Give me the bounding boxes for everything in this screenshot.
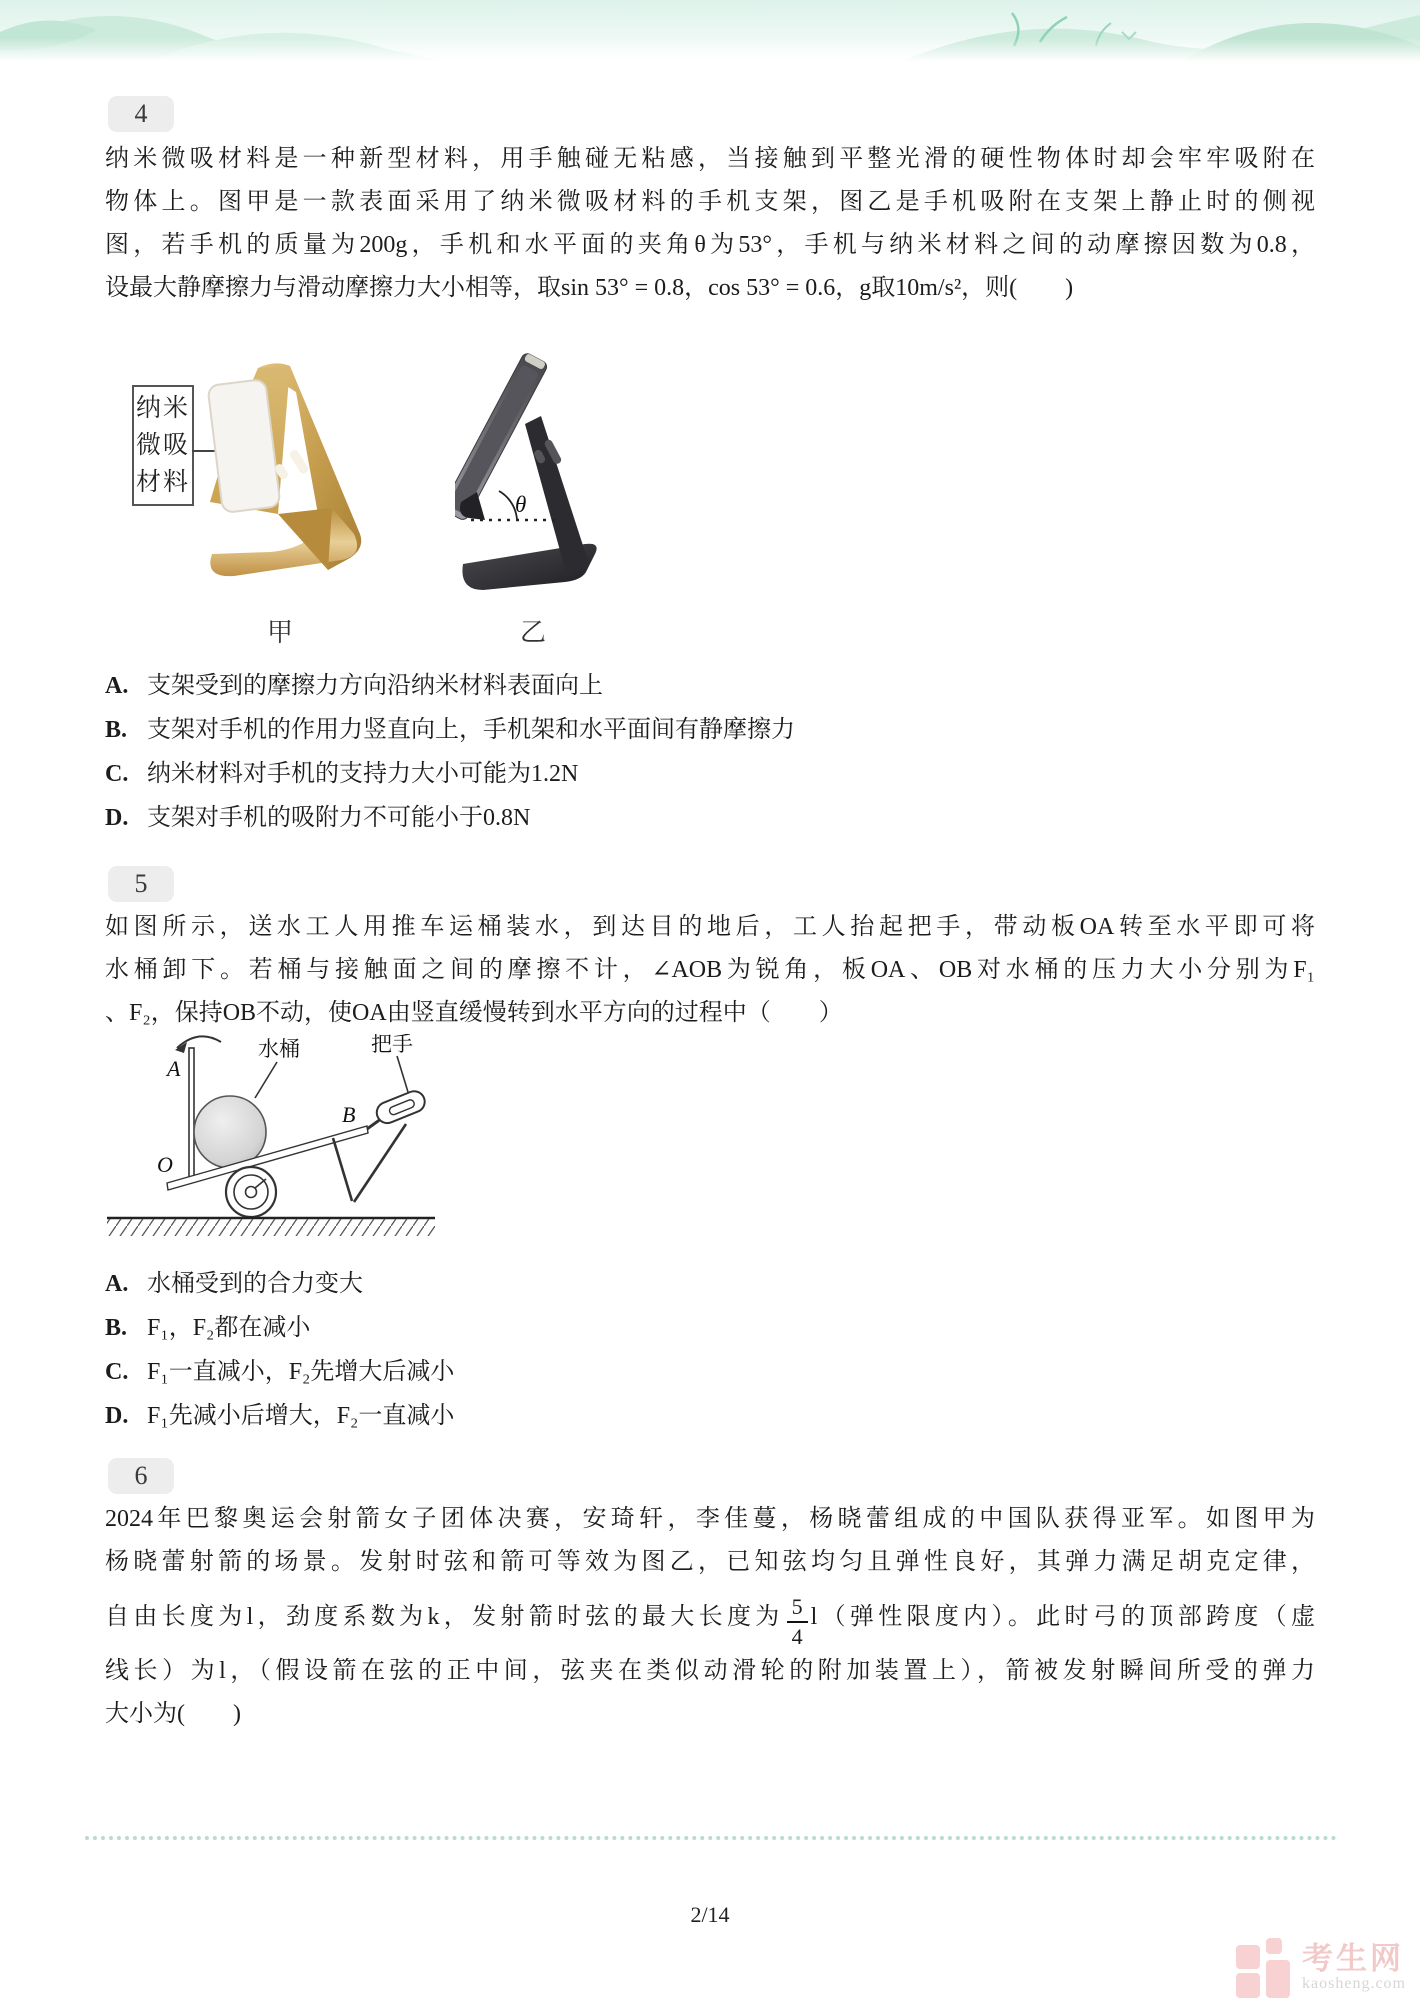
nano-label-line1: 纳米	[135, 395, 190, 422]
kaosheng-logo-icon	[1236, 1938, 1292, 1998]
question-5-number: 5	[134, 869, 148, 898]
option-row-d	[105, 796, 1315, 840]
question-6-line-2: 杨晓蕾射箭的场景。发射时弦和箭可等效为图乙，已知弦均匀且弹性良好，其弹力满足胡克定律，	[105, 1549, 1315, 1575]
option-text: 水桶受到的合力变大	[147, 1271, 363, 1297]
question-5-line-3: 、F₂，保持OB不动，使OA由竖直缓慢转到水平方向的过程中（ ）	[105, 1000, 843, 1026]
question-6-number: 6	[134, 1461, 148, 1490]
option-text: 支架受到的摩擦力方向沿纳米材料表面向上	[147, 673, 603, 699]
question-4-figure	[105, 312, 755, 657]
kaosheng-logo-text	[1302, 1943, 1406, 1993]
wheel-hub	[246, 1187, 257, 1198]
question-6-number-badge	[108, 1458, 174, 1494]
frac-line-pre: 自由长度为l，劲度系数为k，发射箭时弦的最大长度为	[105, 1604, 784, 1630]
nano-material-label-box	[132, 385, 194, 506]
strut-left	[333, 1138, 352, 1201]
option-text: 支架对手机的作用力竖直向上，手机架和水平面间有静摩擦力	[147, 717, 795, 743]
question-6-line-4: 线长）为l，（假设箭在弦的正中间，弦夹在类似动滑轮的附加装置上），箭被发射瞬间所受的弹力	[105, 1658, 1315, 1684]
option-text: F₁先减小后增大，F₂一直减小	[147, 1403, 455, 1429]
option-key: C.	[105, 1359, 129, 1385]
question-5-options	[105, 1262, 1315, 1438]
fraction-five-fourths	[787, 1596, 808, 1648]
bucket-leader-line	[255, 1062, 277, 1098]
option-row-d	[105, 1394, 1315, 1438]
theta-label: θ	[515, 492, 527, 517]
question-4-line-3: 图，若手机的质量为200g，手机和水平面的夹角θ为53°，手机与纳米材料之间的动摩擦因数为0.8，	[105, 232, 1315, 258]
question-6-line-3	[105, 1584, 1315, 1650]
fraction-denominator: 4	[791, 1624, 803, 1649]
nano-label-line3: 材料	[135, 469, 190, 496]
figure-caption-yi: 乙	[519, 618, 546, 647]
option-key: A.	[105, 673, 129, 699]
question-4-number: 4	[134, 99, 148, 128]
option-key: C.	[105, 761, 129, 787]
question-5-text	[105, 906, 1315, 1035]
option-text: F₁，F₂都在减小	[147, 1315, 311, 1341]
question-6-text	[105, 1498, 1315, 1736]
label-A: A	[167, 1056, 181, 1081]
page-number: 2/14	[690, 1902, 730, 1927]
nano-label-line2: 微吸	[135, 432, 190, 459]
plate-OA	[189, 1048, 194, 1180]
strut-right	[354, 1124, 406, 1202]
dotted-separator	[85, 1836, 1337, 1840]
option-key: D.	[105, 805, 129, 831]
frac-line-post: l（弹性限度内）。此时弓的顶部跨度（虚	[810, 1604, 1315, 1630]
question-4-number-badge	[108, 96, 174, 132]
question-5-figure	[105, 1034, 445, 1246]
kaosheng-watermark	[1236, 1938, 1406, 1998]
option-row-c	[105, 752, 1315, 796]
option-key: B.	[105, 717, 128, 743]
label-B: B	[342, 1102, 356, 1127]
option-text: 纳米材料对手机的支持力大小可能为1.2N	[147, 761, 579, 787]
figure-caption-jia: 甲	[266, 618, 293, 647]
watermark-domain: kaosheng.com	[1302, 1975, 1406, 1992]
bucket-label: 水桶	[258, 1037, 300, 1061]
option-text: 支架对手机的吸附力不可能小于0.8N	[147, 805, 531, 831]
decorative-banner	[0, 0, 1420, 62]
handle-grip	[374, 1088, 428, 1126]
question-5-line-1: 如图所示，送水工人用推车运桶装水，到达目的地后，工人抬起把手，带动板OA转至水平即可将	[105, 914, 1315, 940]
handle-label: 把手	[371, 1034, 413, 1056]
option-key: A.	[105, 1271, 129, 1297]
question-5-number-badge	[108, 866, 174, 902]
question-4-line-1: 纳米微吸材料是一种新型材料，用手触碰无粘感，当接触到平整光滑的硬性物体时却会牢牢吸附在	[105, 146, 1315, 172]
option-row-b	[105, 1306, 1315, 1350]
question-6-line-1: 2024年巴黎奥运会射箭女子团体决赛，安琦轩，李佳蔓，杨晓蕾组成的中国队获得亚军。如图甲为	[105, 1506, 1315, 1532]
question-4-text	[105, 138, 1315, 310]
question-4-line-4: 设最大静摩擦力与滑动摩擦力大小相等，取sin 53° = 0.8，cos 53° = 0.6，g取10m/s²，则( )	[105, 275, 1074, 301]
option-key: D.	[105, 1403, 129, 1429]
question-4-line-2: 物体上。图甲是一款表面采用了纳米微吸材料的手机支架，图乙是手机吸附在支架上静止时的侧视	[105, 189, 1315, 215]
label-O: O	[157, 1152, 173, 1177]
option-key: B.	[105, 1315, 128, 1341]
question-5-line-2: 水桶卸下。若桶与接触面之间的摩擦不计，∠AOB为锐角，板OA、OB对水桶的压力大小分别为F₁	[105, 957, 1315, 983]
handle-leader-line	[397, 1056, 408, 1092]
option-text: F₁一直减小，F₂先增大后减小	[147, 1359, 455, 1385]
option-row-a	[105, 664, 1315, 708]
question-6-line-5: 大小为( )	[105, 1701, 241, 1727]
phone-stand-gold-figure	[200, 362, 365, 597]
watermark-brand: 考生网	[1302, 1941, 1405, 1976]
phone-stand-black-figure	[455, 352, 605, 602]
option-row-b	[105, 708, 1315, 752]
option-row-c	[105, 1350, 1315, 1394]
ground-hatching	[107, 1219, 435, 1236]
question-4-options	[105, 664, 1315, 840]
cart-diagram	[105, 1034, 440, 1246]
fraction-numerator: 5	[787, 1596, 808, 1623]
option-row-a	[105, 1262, 1315, 1306]
